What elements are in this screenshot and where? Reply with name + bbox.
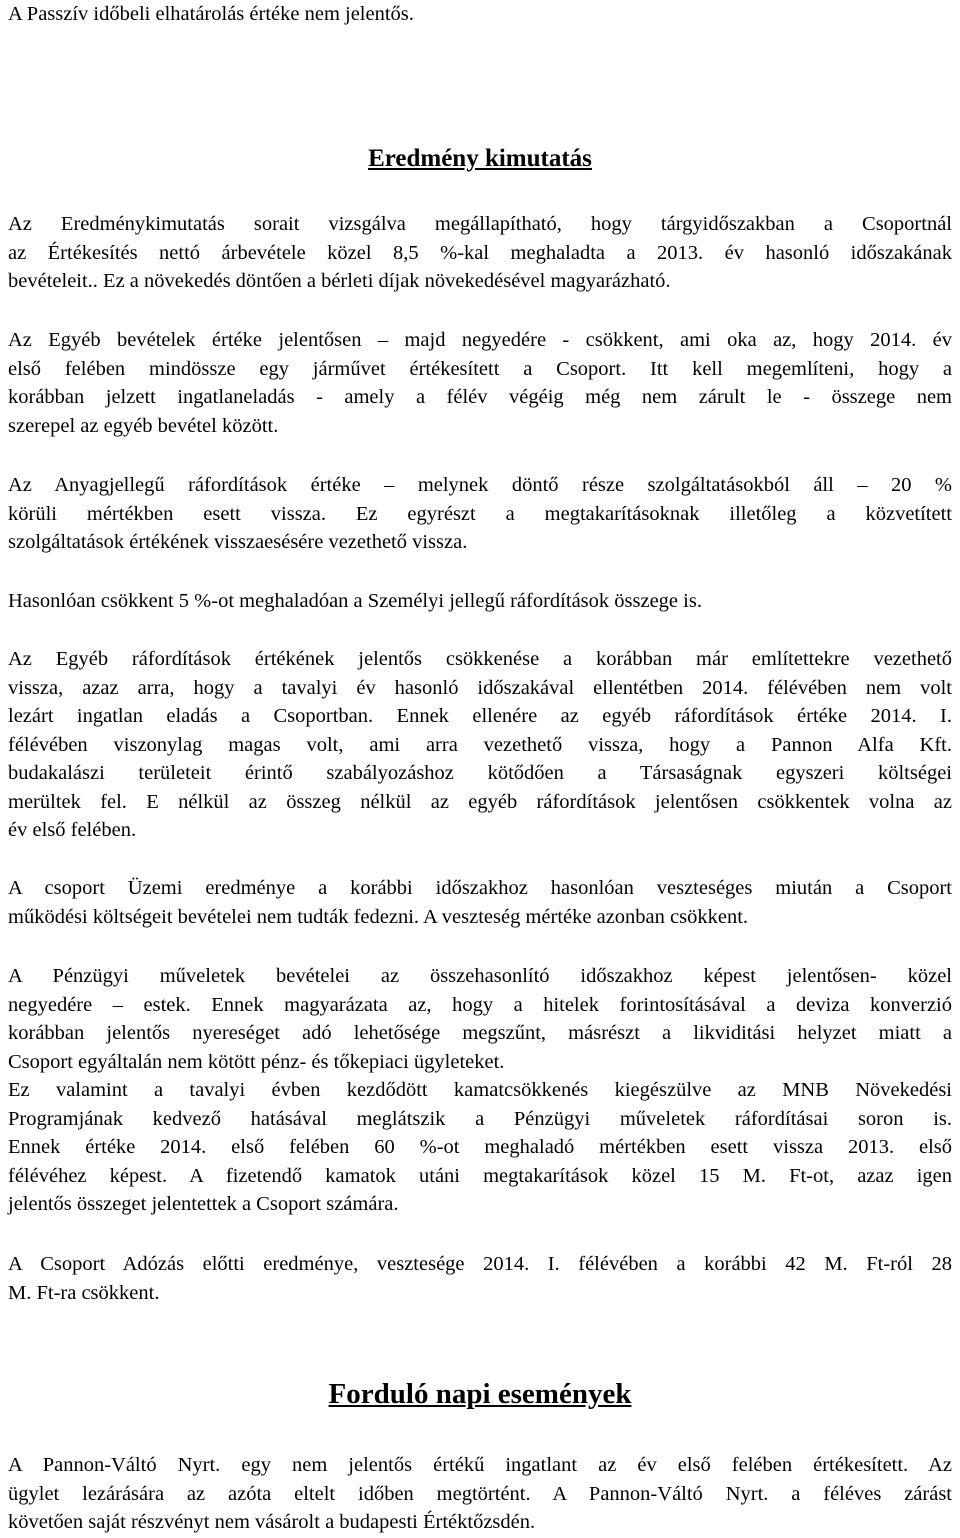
paragraph-other-income <box>8 326 952 440</box>
paragraph-pretax-result <box>8 1250 952 1307</box>
paragraph-personnel-costs <box>8 587 952 616</box>
paragraph-revenue <box>8 210 952 296</box>
paragraph-material-costs <box>8 471 952 557</box>
text-line: Az Anyagjellegű ráfordítások értéke – melynek döntő része szolgáltatásokból áll – 20 % <box>8 474 952 496</box>
text-line: Az Eredménykimutatás sorait vizsgálva megállapítható, hogy tárgyidőszakban a Csoportnál <box>8 213 952 235</box>
paragraph-financial-income <box>8 962 952 1076</box>
text-line: első felében mindössze egy járművet értékesített a Csoport. Itt kell megemlíteni, hogy a <box>8 357 952 380</box>
paragraph-financial-expenses <box>8 1076 952 1219</box>
text-line: Programjának kedvező hatásával meglátszik a Pénzügyi műveletek ráfordításai soron is. <box>8 1107 952 1130</box>
text-line: korábban jelentős nyereséget adó lehetősége megszűnt, másrészt a likviditási helyzet miatt a <box>8 1022 952 1044</box>
paragraph-balance-sheet-events <box>8 1451 952 1537</box>
text-line: budakalászi területeit érintő szabályozáshoz kötődően a Társaságnak egyszeri költségei <box>8 762 952 784</box>
text-line: félévéhez képest. A fizetendő kamatok utáni megtakarítások közel 15 M. Ft-ot, azaz igen <box>8 1164 952 1187</box>
text-line: Hasonlóan csökkent 5 %-ot meghaladóan a Személyi jellegű ráfordítások összege is. <box>8 590 702 612</box>
text-line: Az Egyéb bevételek értéke jelentősen – majd negyedére - csökkent, ami oka az, hogy 2014. év <box>8 329 952 351</box>
paragraph-operating-result <box>8 874 952 931</box>
text-line: A Pannon-Váltó Nyrt. egy nem jelentős értékű ingatlant az év első felében értékesített. Az <box>8 1454 952 1476</box>
text-line: Csoport egyáltalán nem kötött pénz- és tőkepiaci ügyleteket. <box>8 1050 505 1073</box>
text-line: szolgáltatások értékének visszaesésére vezethető vissza. <box>8 531 468 553</box>
text-line: szerepel az egyéb bevétel között. <box>8 414 279 437</box>
text-line: lezárt ingatlan eladás a Csoportban. Ennek ellenére az egyéb ráfordítások értéke 2014. I. <box>8 705 952 727</box>
text-line: A csoport Üzemi eredménye a korábbi időszakhoz hasonlóan veszteséges miután a Csoport <box>8 877 952 899</box>
text-line: körüli mértékben esett vissza. Ez egyrészt a megtakarításoknak illetőleg a közvetített <box>8 502 952 525</box>
text-line: követően saját részvényt nem vásárolt a budapesti Értéktőzsdén. <box>8 1511 536 1533</box>
text-line: negyedére – estek. Ennek magyarázata az, hogy a hitelek forintosításával a deviza konverzió <box>8 993 952 1016</box>
section-heading-results: Eredmény kimutatás <box>368 145 592 172</box>
text-line: A Pénzügyi műveletek bevételei az összehasonlító időszakhoz képest jelentősen- közel <box>8 965 952 987</box>
text-line: merültek fel. E nélkül az összeg nélkül az egyéb ráfordítások jelentősen csökkentek volna az <box>8 790 952 813</box>
text-line: jelentős összeget jelentettek a Csoport számára. <box>8 1193 399 1215</box>
text-line: ügylet lezárására az azóta eltelt időben megtörtént. A Pannon-Váltó Nyrt. a féléves zárást <box>8 1482 952 1505</box>
text-line: Az Egyéb ráfordítások értékének jelentős csökkenése a korábban már említettekre vezethető <box>8 648 952 670</box>
text-line: korábban jelzett ingatlaneladás - amely a félév végéig még nem zárult le - összege nem <box>8 386 952 408</box>
text-line: M. Ft-ra csökkent. <box>8 1281 160 1304</box>
text-line: A Passzív időbeli elhatárolás értéke nem jelentős. <box>8 3 414 25</box>
text-line: működési költségeit bevételei nem tudták fedezni. A veszteség mértéke azonban csökkent. <box>8 905 749 928</box>
text-line: Ennek értéke 2014. első felében 60 %-ot meghaladó mértékben esett vissza 2013. első <box>8 1136 952 1158</box>
paragraph-other-expenses <box>8 645 952 845</box>
text-line: Ez valamint a tavalyi évben kezdődött kamatcsökkenés kiegészülve az MNB Növekedési <box>8 1079 952 1101</box>
text-line: bevételeit.. Ez a növekedés döntően a bérleti díjak növekedésével magyarázható. <box>8 270 671 292</box>
text-line: az Értékesítés nettó árbevétele közel 8,5 %-kal meghaladta a 2013. év hasonló időszakának <box>8 241 952 264</box>
text-line: félévében viszonylag magas volt, ami arra vezethető vissza, hogy a Pannon Alfa Kft. <box>8 733 952 756</box>
intro-paragraph <box>8 0 952 29</box>
section-heading-events: Forduló napi események <box>328 1378 632 1410</box>
text-line: A Csoport Adózás előtti eredménye, vesztesége 2014. I. félévében a korábbi 42 M. Ft-ról 28 <box>8 1253 952 1275</box>
text-line: év első felében. <box>8 819 137 841</box>
text-line: vissza, azaz arra, hogy a tavalyi év hasonló időszakával ellentétben 2014. félévében nem volt <box>8 676 952 699</box>
